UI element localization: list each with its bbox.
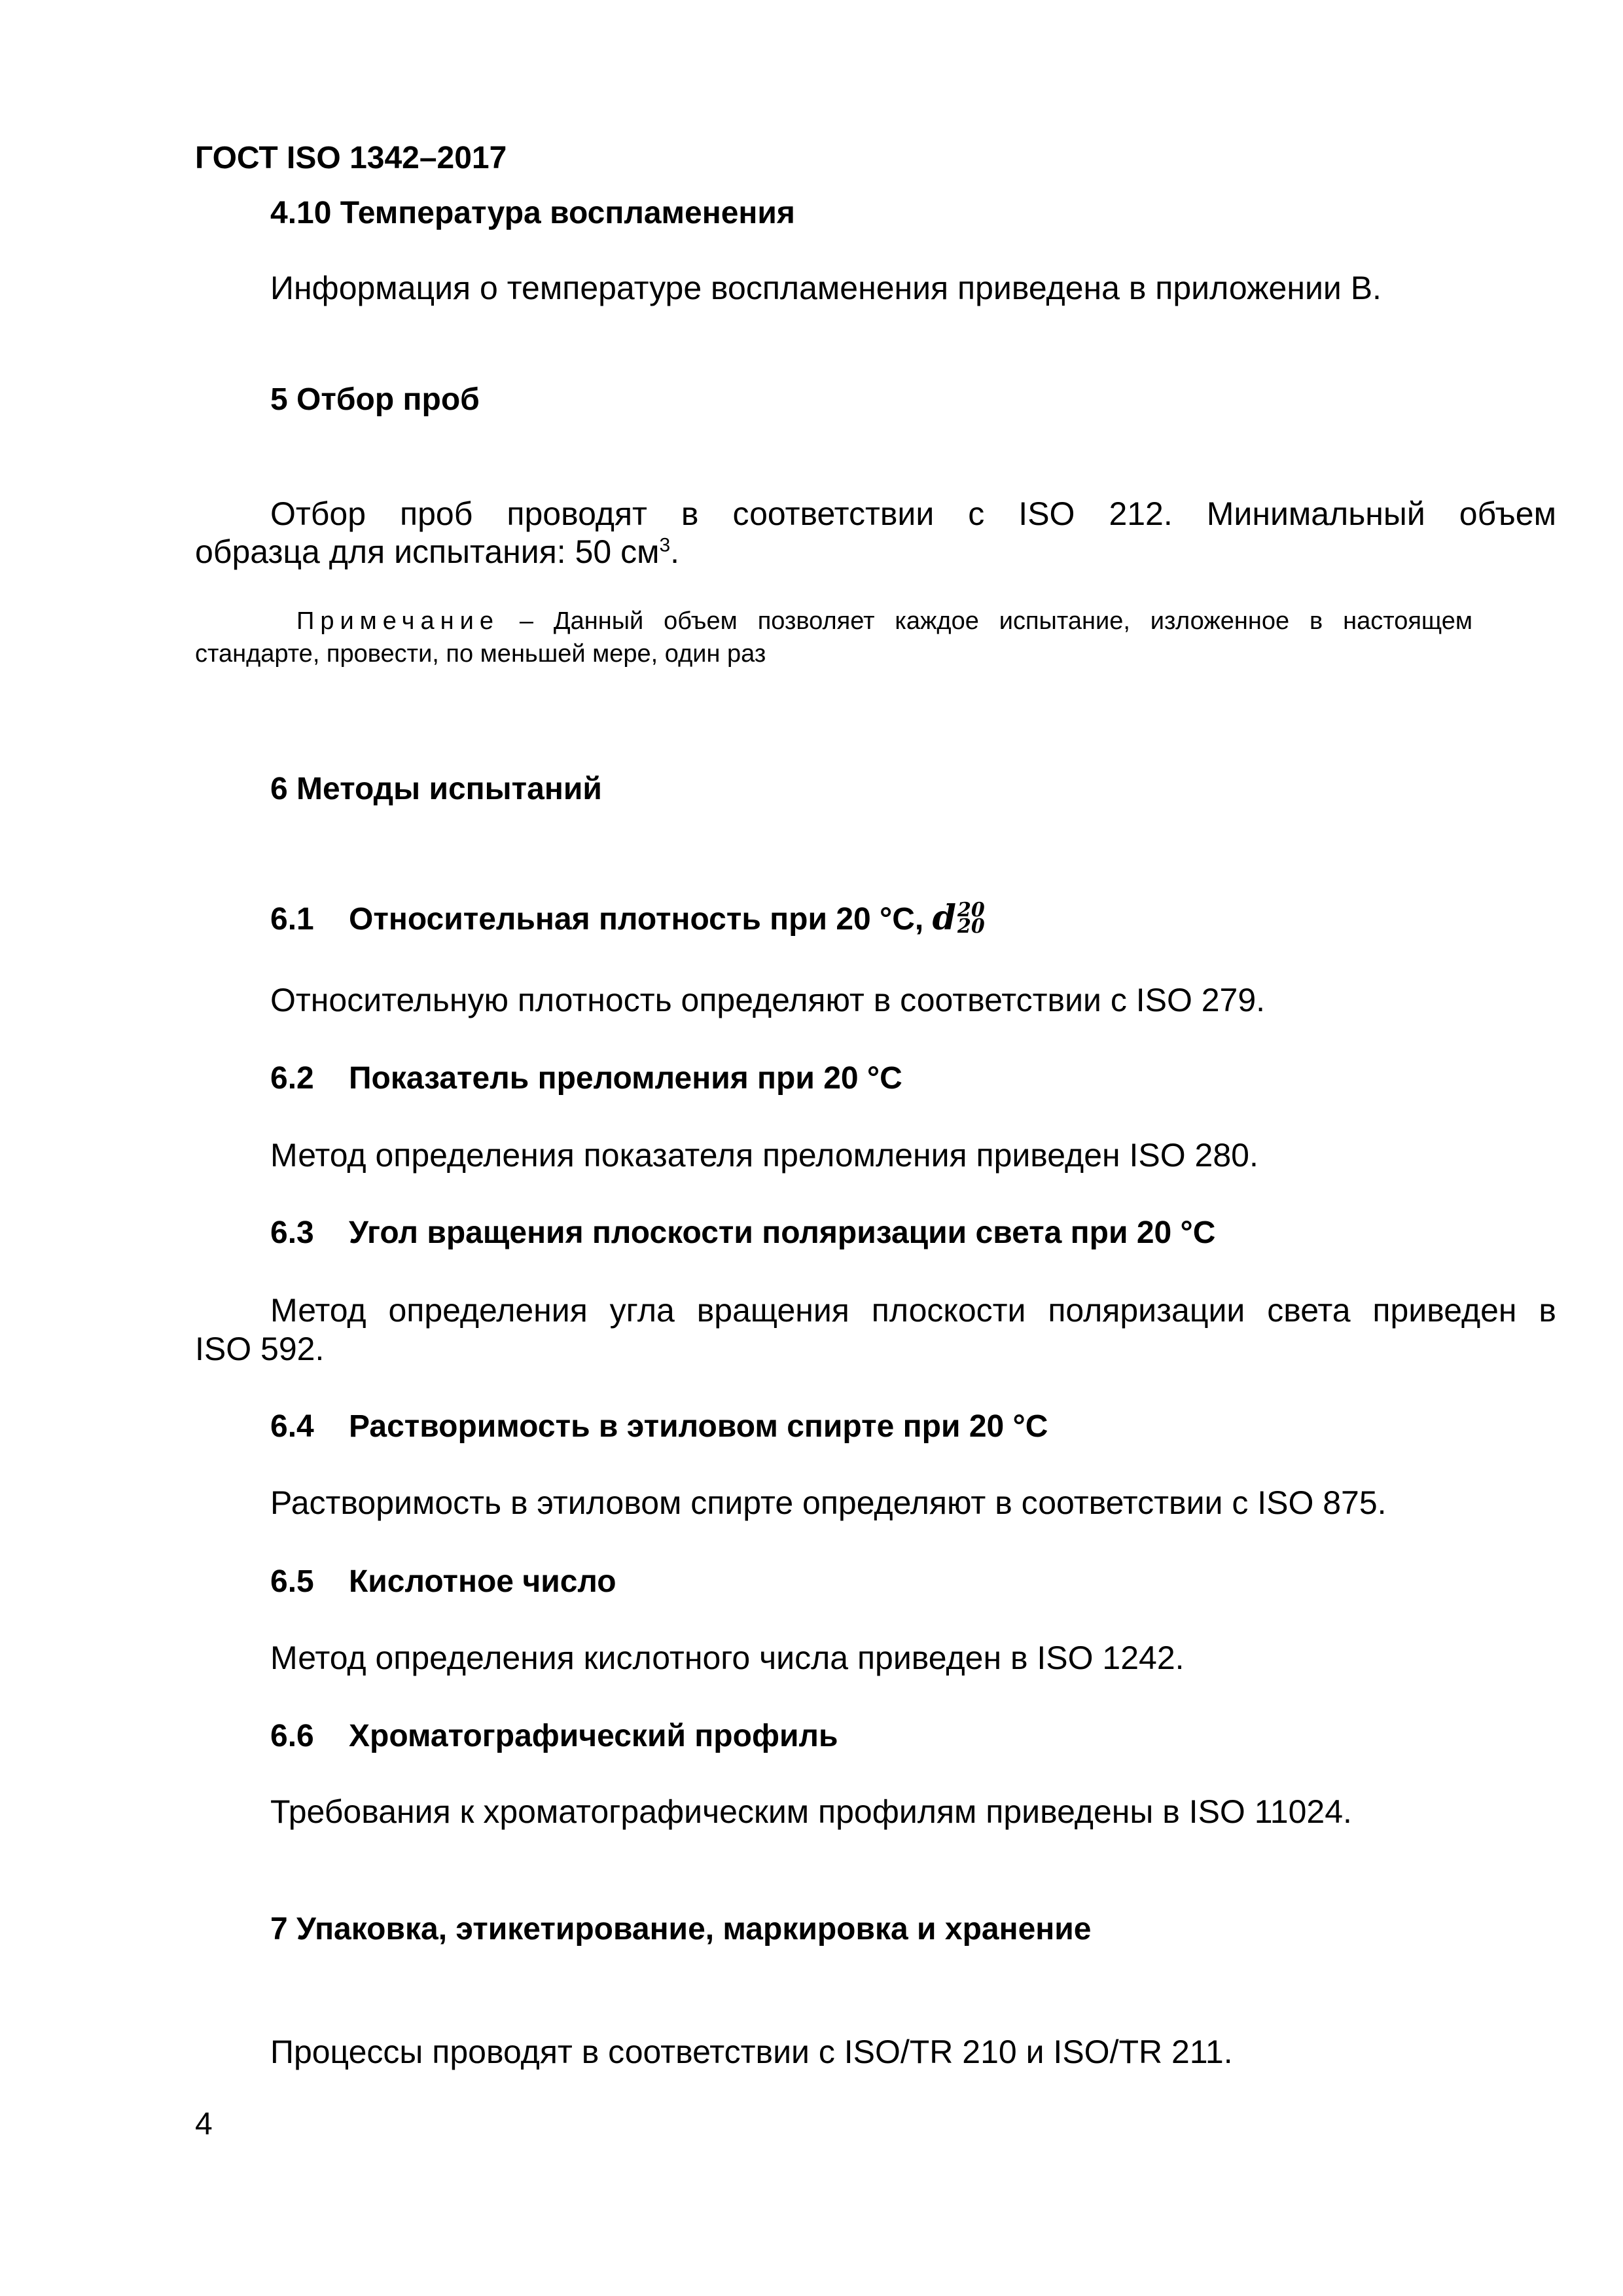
document-id-header: ГОСТ ISO 1342–2017 bbox=[195, 141, 507, 175]
section-6-5-text: Метод определения кислотного числа приведен в ISO 1242. bbox=[270, 1640, 1185, 1676]
section-6-6-title: 6.6 Хроматографический профиль bbox=[270, 1719, 838, 1753]
page-number: 4 bbox=[195, 2107, 213, 2142]
note-label: Примечание bbox=[296, 607, 499, 635]
section-6-3-text-line2: ISO 592. bbox=[195, 1331, 325, 1367]
superscript-3: 3 bbox=[659, 534, 671, 556]
section-5-note-line2: стандарте, провести, по меньшей мере, один раз bbox=[195, 640, 766, 668]
section-6-1-title: 6.1 Относительная плотность при 20 °С, d 20 20 bbox=[270, 898, 985, 939]
section-6-3-text-line1: Метод определения угла вращения плоскости поляризации света приведен в bbox=[270, 1292, 1556, 1329]
section-6-3-title: 6.3 Угол вращения плоскости поляризации света при 20 °С bbox=[270, 1215, 1216, 1250]
relative-density-symbol: d bbox=[932, 898, 956, 938]
section-6-4-title: 6.4 Растворимость в этиловом спирте при 20 °С bbox=[270, 1409, 1048, 1444]
section-5-title: 5 Отбор проб bbox=[270, 382, 480, 417]
section-4-10-title: 4.10 Температура воспламенения bbox=[270, 196, 795, 230]
section-6-6-text: Требования к хроматографическим профилям приведены в ISO 11024. bbox=[270, 1793, 1352, 1830]
section-6-4-text: Растворимость в этиловом спирте определяют в соответствии с ISO 875. bbox=[270, 1484, 1387, 1521]
section-6-2-text: Метод определения показателя преломления приведен ISO 280. bbox=[270, 1137, 1258, 1174]
section-5-text-line2: образца для испытания: 50 $см^3$. bbox=[195, 533, 680, 570]
section-5-text-line1: Отбор проб проводят в соответствии с ISO 212. Минимальный объем bbox=[270, 495, 1556, 532]
section-6-1-text: Относительную плотность определяют в соответствии с ISO 279. bbox=[270, 982, 1266, 1018]
section-4-10-text: Информация о температуре воспламенения приведена в приложении В. bbox=[270, 270, 1382, 306]
section-6-title: 6 Методы испытаний bbox=[270, 772, 602, 806]
section-7-title: 7 Упаковка, этикетирование, маркировка и хранение bbox=[270, 1912, 1092, 1946]
section-6-2-title: 6.2 Показатель преломления при 20 °С bbox=[270, 1061, 902, 1096]
section-7-text: Процессы проводят в соответствии с ISO/TR 210 и ISO/TR 211. bbox=[270, 2034, 1233, 2070]
section-5-note-line1: Примечание – Данный объем позволяет каждое испытание, изложенное в настоящем bbox=[296, 607, 1472, 635]
section-6-5-title: 6.5 Кислотное число bbox=[270, 1564, 616, 1599]
